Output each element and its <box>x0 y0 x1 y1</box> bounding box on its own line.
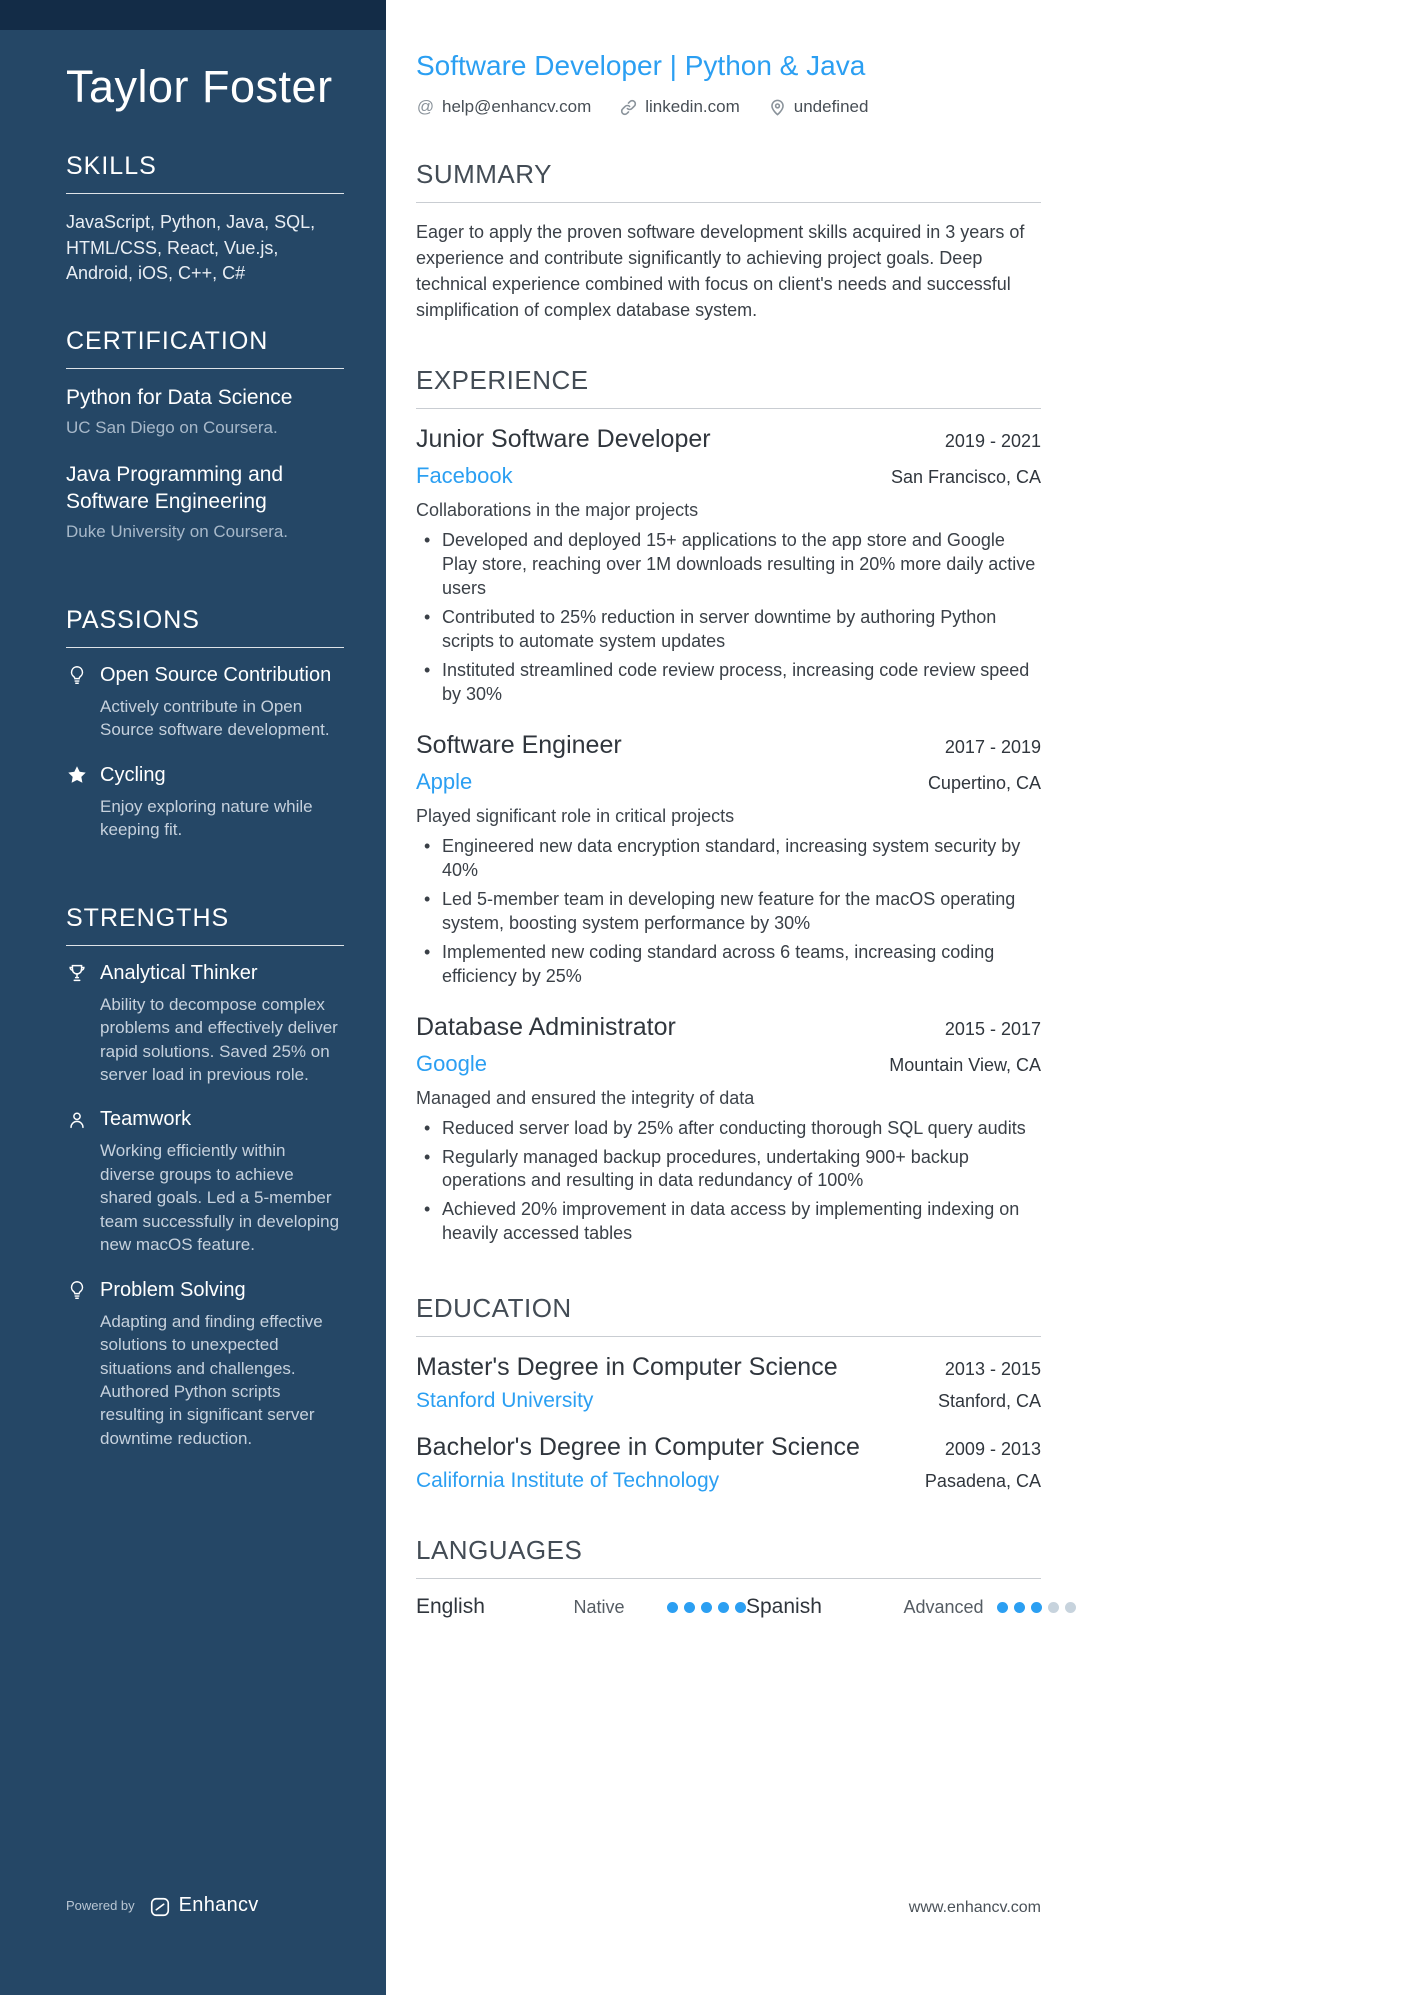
summary-section <box>416 159 1041 323</box>
job-subtitle: Collaborations in the major projects <box>416 500 699 521</box>
proficiency-dot <box>997 1602 1008 1613</box>
powered-by-label: Powered by <box>66 1898 135 1913</box>
degree-title: Bachelor's Degree in Computer Science <box>416 1433 860 1462</box>
passion-title: Open Source Contribution <box>100 663 332 686</box>
education-dates: 2013 - 2015 <box>944 1359 1041 1380</box>
job-entry <box>416 425 1041 707</box>
school-link[interactable]: Stanford University <box>416 1389 594 1413</box>
passion-description: Enjoy exploring nature while keeping fit. <box>100 796 313 840</box>
proficiency-dot <box>1048 1602 1059 1613</box>
website-footer <box>416 1899 1041 1917</box>
lightbulb-icon <box>66 664 88 686</box>
languages-section <box>416 1535 1041 1619</box>
job-title: Software Engineer <box>416 730 622 759</box>
job-dates: 2017 - 2019 <box>944 736 1041 757</box>
job-bullet: • Developed and deployed 15+ applications to the app store and Google Play store, reaching over 1M downloads resulting in 20% more daily active users <box>416 529 1041 601</box>
strength-description: Ability to decompose complex problems and effectively deliver rapid solutions. Saved 25% on server load in previous role. <box>100 994 338 1084</box>
job-bullets <box>416 835 1041 989</box>
strength-item <box>66 962 344 1087</box>
passion-item <box>66 664 344 742</box>
job-dates: 2015 - 2017 <box>944 1018 1041 1039</box>
languages-heading: LANGUAGES <box>416 1535 1041 1579</box>
job-location: Mountain View, CA <box>889 1054 1041 1075</box>
proficiency-dot <box>1031 1602 1042 1613</box>
strengths-section <box>66 904 344 1473</box>
job-location: San Francisco, CA <box>890 467 1041 488</box>
enhancv-logo[interactable] <box>149 1894 259 1917</box>
job-bullets <box>416 529 1041 707</box>
passions-section <box>66 606 344 864</box>
proficiency-dot <box>667 1602 678 1613</box>
education-dates: 2009 - 2013 <box>944 1439 1041 1460</box>
certification-section <box>66 327 344 566</box>
strength-item <box>66 1108 344 1256</box>
company-link[interactable]: Facebook <box>416 463 513 489</box>
strength-title: Analytical Thinker <box>100 961 258 984</box>
job-entry <box>416 731 1041 989</box>
resume-header <box>416 50 1041 117</box>
website-link[interactable]: www.enhancv.com <box>908 1899 1041 1916</box>
strengths-heading: STRENGTHS <box>66 904 344 946</box>
language-level: Advanced <box>903 1596 984 1617</box>
certification-title: Python for Data Science <box>66 386 293 410</box>
education-entry <box>416 1353 1041 1413</box>
email-link[interactable] <box>416 97 591 117</box>
company-link[interactable]: Apple <box>416 768 473 794</box>
job-location: Cupertino, CA <box>927 772 1041 793</box>
language-name: English <box>416 1595 485 1619</box>
strength-description: Working efficiently within diverse groups to achieve shared goals. Led a 5-member team successfully in developing new macOS feature. <box>100 1141 340 1255</box>
certification-item <box>66 385 344 438</box>
resume-title: Software Developer | Python & Java <box>416 50 866 81</box>
person-icon <box>66 1109 88 1131</box>
education-location: Pasadena, CA <box>924 1471 1041 1492</box>
skills-text: JavaScript, Python, Java, SQL, HTML/CSS, React, Vue.js, Android, iOS, C++, C# <box>66 212 316 284</box>
language-proficiency-dots <box>997 1602 1076 1613</box>
language-proficiency-dots <box>667 1602 746 1613</box>
experience-section <box>416 365 1041 1251</box>
languages-row <box>416 1595 1041 1619</box>
proficiency-dot <box>1065 1602 1076 1613</box>
link-icon <box>619 98 638 117</box>
strength-item <box>66 1279 344 1451</box>
job-bullet: • Reduced server load by 25% after conducting thorough SQL query audits <box>416 1117 1041 1141</box>
location-item <box>768 97 869 117</box>
trophy-icon <box>66 962 88 984</box>
candidate-name: Taylor Foster <box>66 61 333 112</box>
degree-title: Master's Degree in Computer Science <box>416 1353 838 1382</box>
email-text: help@enhancv.com <box>442 97 592 116</box>
job-bullet: • Led 5-member team in developing new feature for the macOS operating system, boosting system performance by 30% <box>416 888 1041 936</box>
job-entry <box>416 1013 1041 1247</box>
proficiency-dot <box>1014 1602 1025 1613</box>
certification-issuer: UC San Diego on Coursera. <box>66 418 278 438</box>
job-dates: 2019 - 2021 <box>944 431 1041 452</box>
language-item <box>746 1595 1076 1619</box>
proficiency-dot <box>735 1602 746 1613</box>
job-bullet: • Contributed to 25% reduction in server downtime by authoring Python scripts to automate system updates <box>416 606 1041 654</box>
linkedin-text: linkedin.com <box>645 97 740 116</box>
job-bullet: • Implemented new coding standard across 6 teams, increasing coding efficiency by 25% <box>416 941 1041 989</box>
at-icon: @ <box>416 97 435 116</box>
education-heading: EDUCATION <box>416 1293 1041 1337</box>
experience-heading: EXPERIENCE <box>416 365 1041 409</box>
job-bullet: • Engineered new data encryption standard, increasing system security by 40% <box>416 835 1041 883</box>
job-bullet: • Achieved 20% improvement in data access by implementing indexing on heavily accessed tables <box>416 1198 1041 1246</box>
location-pin-icon <box>768 98 787 117</box>
sidebar <box>0 0 386 1995</box>
linkedin-link[interactable] <box>619 97 740 117</box>
passion-title: Cycling <box>100 763 166 786</box>
proficiency-dot <box>701 1602 712 1613</box>
job-subtitle: Managed and ensured the integrity of data <box>416 1087 755 1108</box>
proficiency-dot <box>684 1602 695 1613</box>
job-title: Junior Software Developer <box>416 425 711 454</box>
main-column <box>386 0 1410 1995</box>
company-link[interactable]: Google <box>416 1050 487 1076</box>
job-bullet: • Instituted streamlined code review process, increasing code review speed by 30% <box>416 659 1041 707</box>
summary-heading: SUMMARY <box>416 159 1041 203</box>
strength-title: Problem Solving <box>100 1278 246 1301</box>
education-section <box>416 1293 1041 1493</box>
summary-text: Eager to apply the proven software development skills acquired in 3 years of experience and contribute significantly to achieving project goals. Deep technical experience combined with focus on client's needs and successful simplification of complex database system. <box>416 222 1025 321</box>
strength-description: Adapting and finding effective solutions to unexpected situations and challenges. Authored Python scripts resulting in significant server downtime reduction. <box>100 1311 323 1448</box>
education-entry <box>416 1433 1041 1493</box>
location-text: undefined <box>793 97 869 116</box>
skills-heading: SKILLS <box>66 152 344 194</box>
education-location: Stanford, CA <box>937 1391 1041 1412</box>
strength-title: Teamwork <box>100 1108 192 1131</box>
certification-item <box>66 462 344 542</box>
certification-issuer: Duke University on Coursera. <box>66 521 289 541</box>
passion-item <box>66 764 344 842</box>
job-bullets <box>416 1117 1041 1247</box>
passions-heading: PASSIONS <box>66 606 344 648</box>
job-subtitle: Played significant role in critical projects <box>416 805 735 826</box>
enhancv-logo-icon <box>149 1895 171 1917</box>
powered-by-footer <box>66 1894 344 1917</box>
passion-description: Actively contribute in Open Source software development. <box>100 696 330 740</box>
language-level: Native <box>573 1596 625 1617</box>
certification-title: Java Programming and Software Engineering <box>66 463 284 513</box>
job-title: Database Administrator <box>416 1012 676 1041</box>
language-name: Spanish <box>746 1595 822 1619</box>
certification-heading: CERTIFICATION <box>66 327 344 369</box>
contact-row <box>416 97 1041 117</box>
lightbulb-icon <box>66 1279 88 1301</box>
star-icon <box>66 764 88 786</box>
proficiency-dot <box>718 1602 729 1613</box>
job-bullet: • Regularly managed backup procedures, undertaking 900+ backup operations and resulting in data redundancy of 100% <box>416 1146 1041 1194</box>
sidebar-top-strip <box>0 0 386 30</box>
enhancv-logo-text: Enhancv <box>178 1894 259 1916</box>
school-link[interactable]: California Institute of Technology <box>416 1469 720 1493</box>
skills-section <box>66 152 344 287</box>
language-item <box>416 1595 746 1619</box>
